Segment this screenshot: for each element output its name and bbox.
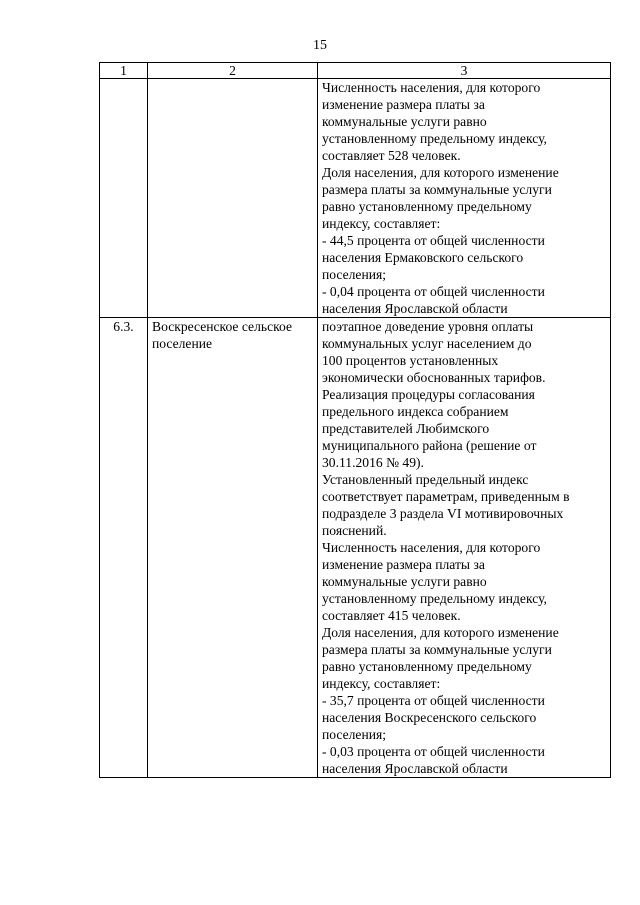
text-line: Воскресенское сельское <box>152 319 293 334</box>
text-line: муниципального района (решение от <box>322 438 537 453</box>
text-line: Реализация процедуры согласования <box>322 387 535 402</box>
text-line: населения Ярославской области <box>322 301 508 316</box>
text-line: пояснений. <box>322 523 387 538</box>
text-line: равно установленному предельному <box>322 199 532 214</box>
text-line: индексу, составляет: <box>322 676 441 691</box>
table-row <box>100 79 611 318</box>
description-cell <box>318 318 611 778</box>
text-line: экономически обоснованных тарифов. <box>322 370 546 385</box>
text-line: - 0,03 процента от общей численности <box>322 744 545 759</box>
text-line: составляет 415 человек. <box>322 608 461 623</box>
row-number-cell: 6.3. <box>100 318 148 778</box>
text-line: установленному предельному индексу, <box>322 591 547 606</box>
text-line: поселения; <box>322 727 387 742</box>
text-line: - 35,7 процента от общей численности <box>322 693 545 708</box>
text-line: - 0,04 процента от общей численности <box>322 284 545 299</box>
text-line: населения Ярославской области <box>322 761 508 776</box>
text-line: установленному предельному индексу, <box>322 131 547 146</box>
settlement-name-cell <box>148 318 318 778</box>
text-line: представителей Любимского <box>322 421 490 436</box>
column-header-1: 1 <box>100 63 148 79</box>
text-line: равно установленному предельному <box>322 659 532 674</box>
text-line: населения Ермаковского сельского <box>322 250 524 265</box>
column-header-3: 3 <box>318 63 611 79</box>
settlement-name-cell <box>148 79 318 318</box>
table-row <box>100 318 611 778</box>
text-line: составляет 528 человек. <box>322 148 461 163</box>
column-header-2: 2 <box>148 63 318 79</box>
text-line: соответствует параметрам, приведенным в <box>322 489 570 504</box>
text-line: Численность населения, для которого <box>322 540 541 555</box>
text-line: изменение размера платы за <box>322 97 485 112</box>
text-line: размера платы за коммунальные услуги <box>322 182 552 197</box>
text-line: 100 процентов установленных <box>322 353 499 368</box>
text-line: коммунальные услуги равно <box>322 114 487 129</box>
text-line: поселение <box>152 336 213 351</box>
text-line: поселения; <box>322 267 387 282</box>
text-line: коммунальные услуги равно <box>322 574 487 589</box>
text-line: Установленный предельный индекс <box>322 472 529 487</box>
text-line: Доля населения, для которого изменение <box>322 625 559 640</box>
page-number: 15 <box>313 38 327 53</box>
text-line: Доля населения, для которого изменение <box>322 165 559 180</box>
text-line: индексу, составляет: <box>322 216 441 231</box>
text-line: - 44,5 процента от общей численности <box>322 233 545 248</box>
row-number-cell <box>100 79 148 318</box>
text-line: населения Воскресенского сельского <box>322 710 537 725</box>
description-cell <box>318 79 611 318</box>
text-line: Численность населения, для которого <box>322 80 541 95</box>
text-line: размера платы за коммунальные услуги <box>322 642 552 657</box>
text-line: изменение размера платы за <box>322 557 485 572</box>
text-line: подразделе 3 раздела VI мотивировочных <box>322 506 564 521</box>
table-header-row <box>100 63 611 79</box>
text-line: поэтапное доведение уровня оплаты <box>322 319 534 334</box>
document-table <box>99 62 611 778</box>
text-line: коммунальных услуг населением до <box>322 336 532 351</box>
text-line: 30.11.2016 № 49). <box>322 455 424 470</box>
text-line: предельного индекса собранием <box>322 404 509 419</box>
